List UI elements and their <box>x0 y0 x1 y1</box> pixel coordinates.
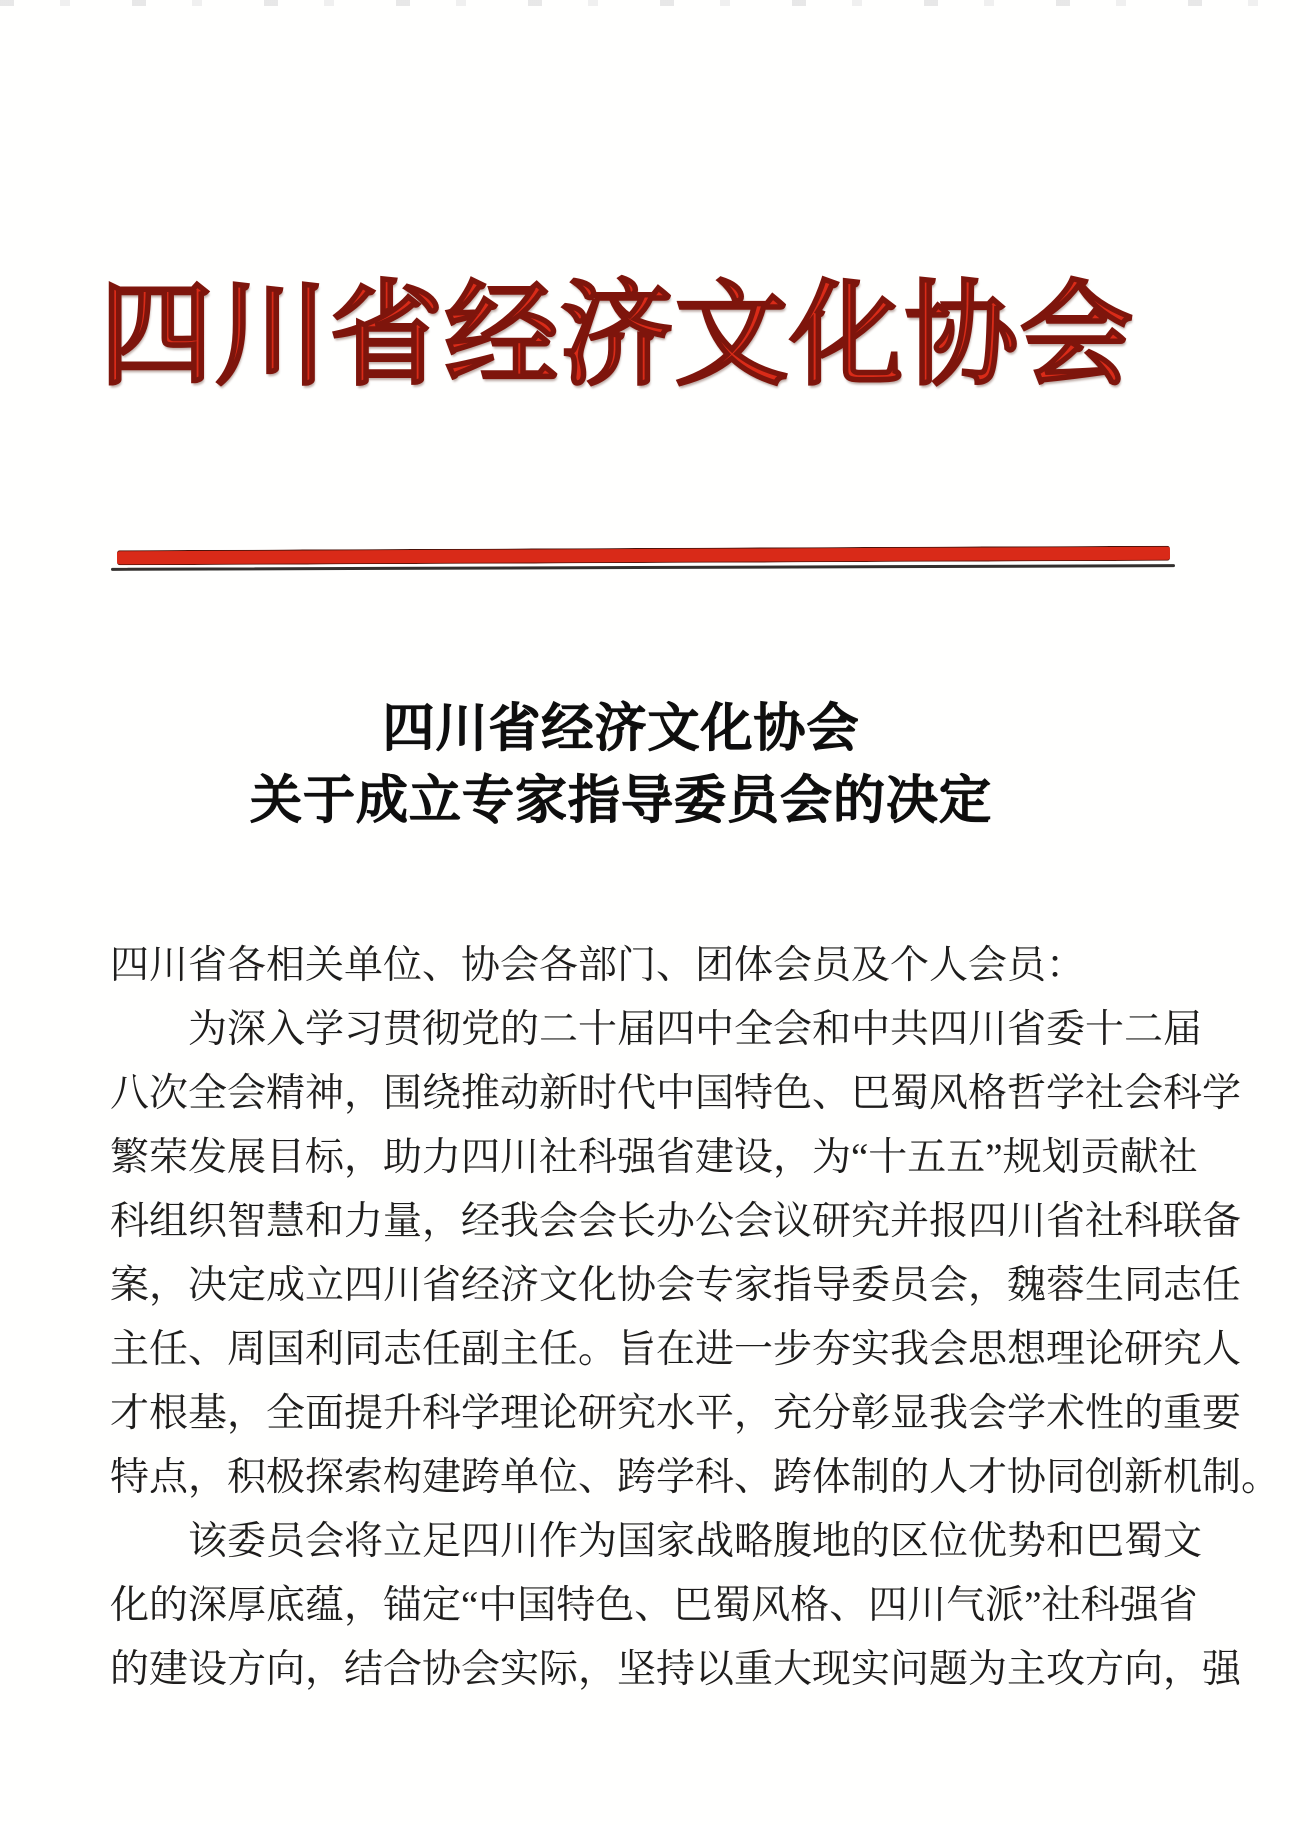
body-line: 才根基，全面提升科学理论研究水平，充分彰显我会学术性的重要 <box>110 1392 1242 1435</box>
letterhead-red-rule <box>117 546 1170 566</box>
scan-artifact-strip <box>0 0 1306 6</box>
body-line: 科组织智慧和力量，经我会会长办公会议研究并报四川省社科联备 <box>110 1200 1242 1243</box>
document-title <box>70 694 1172 838</box>
salutation-line: 四川省各相关单位、协会各部门、团体会员及个人会员： <box>110 944 1086 987</box>
body-line: 八次全会精神，围绕推动新时代中国特色、巴蜀风格哲学社会科学 <box>110 1072 1242 1115</box>
body-line: 繁荣发展目标，助力四川社科强省建设，为“十五五”规划贡献社 <box>110 1136 1198 1179</box>
letterhead-black-rule <box>111 564 1175 570</box>
body-line: 化的深厚底蕴，锚定“中国特色、巴蜀风格、四川气派”社科强省 <box>110 1584 1198 1627</box>
letterhead-org-title: 四川省经济文化协会 <box>100 274 1135 399</box>
document-body <box>110 934 1281 1702</box>
body-line: 为深入学习贯彻党的二十届四中全会和中共四川省委十二届 <box>188 1008 1203 1051</box>
body-line: 案，决定成立四川省经济文化协会专家指导委员会，魏蓉生同志任 <box>110 1264 1242 1307</box>
body-line: 的建设方向，结合协会实际，坚持以重大现实问题为主攻方向，强 <box>110 1648 1242 1691</box>
body-line: 特点，积极探索构建跨单位、跨学科、跨体制的人才协同创新机制。 <box>110 1456 1281 1499</box>
document-title-line-2: 关于成立专家指导委员会的决定 <box>249 773 992 830</box>
document-title-line-1: 四川省经济文化协会 <box>382 701 860 758</box>
body-line: 该委员会将立足四川作为国家战略腹地的区位优势和巴蜀文 <box>188 1520 1203 1563</box>
body-line: 主任、周国利同志任副主任。旨在进一步夯实我会思想理论研究人 <box>110 1328 1242 1371</box>
